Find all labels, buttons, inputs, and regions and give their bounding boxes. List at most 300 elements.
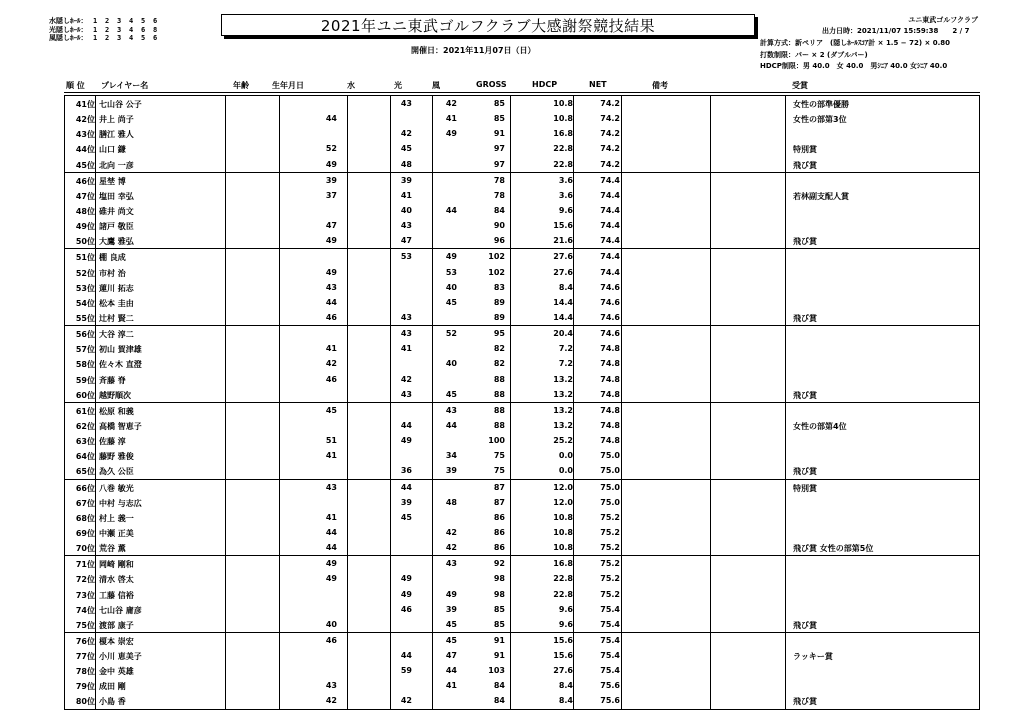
kaze-score-cell: 42: [445, 543, 457, 553]
hikari-score-cell: 39: [400, 175, 412, 185]
hidden-hole-number: 2: [105, 34, 110, 42]
table-row: [65, 111, 979, 126]
rank-cell: 43位: [75, 130, 95, 140]
table-row: [65, 556, 979, 571]
table-row: [65, 587, 979, 602]
net-cell: 75.2: [600, 527, 620, 537]
rank-cell: 61位: [75, 406, 95, 416]
mizu-score-cell: 49: [325, 236, 337, 246]
kaze-score-cell: 39: [445, 466, 457, 476]
kaze-score-cell: 49: [445, 252, 457, 262]
hikari-score-cell: 47: [400, 236, 412, 246]
hdcp-cell: 16.8: [553, 559, 573, 569]
mizu-score-cell: 43: [325, 681, 337, 691]
kaze-score-cell: 42: [445, 527, 457, 537]
player-name-cell: 中村 与志広: [99, 498, 142, 508]
rank-cell: 58位: [75, 360, 95, 370]
player-name-cell: 成田 剛: [99, 682, 126, 692]
rank-cell: 50位: [75, 237, 95, 247]
mizu-score-cell: 49: [325, 559, 337, 569]
table-row: [65, 341, 979, 356]
gross-cell: 96: [493, 236, 505, 246]
player-name-cell: 村上 義一: [99, 513, 134, 523]
hikari-score-cell: 45: [400, 512, 412, 522]
player-name-cell: 大谷 淳二: [99, 330, 134, 340]
mizu-score-cell: 44: [325, 543, 337, 553]
player-name-cell: 棚 良成: [99, 253, 126, 263]
net-cell: 74.8: [600, 405, 620, 415]
player-name-cell: 辻村 賢二: [99, 313, 134, 323]
mizu-score-cell: 41: [325, 451, 337, 461]
hidden-hole-number: 6: [141, 25, 146, 34]
header-birthdate: 生年月日: [272, 81, 304, 90]
rank-cell: 55位: [75, 313, 95, 323]
gross-cell: 95: [493, 329, 505, 339]
rank-cell: 54位: [75, 298, 95, 308]
mizu-score-cell: 51: [325, 436, 337, 446]
net-cell: 74.4: [600, 221, 620, 231]
kaze-score-cell: 41: [445, 681, 457, 691]
rank-cell: 60位: [75, 390, 95, 400]
mizu-score-cell: 42: [325, 696, 337, 706]
result-group: [64, 403, 980, 480]
table-row: [65, 157, 979, 172]
table-row: [65, 448, 979, 463]
player-name-cell: 塩田 幸弘: [99, 191, 134, 201]
header-age: 年齢: [233, 81, 249, 90]
net-cell: 74.6: [600, 282, 620, 292]
award-cell: 飛び賞: [793, 697, 817, 707]
mizu-score-cell: 44: [325, 527, 337, 537]
hidden-hole-number: 6: [153, 17, 158, 25]
award-cell: 飛び賞: [793, 237, 817, 247]
gross-cell: 91: [493, 635, 505, 645]
table-row: [65, 663, 979, 678]
net-cell: 75.2: [600, 559, 620, 569]
hikari-score-cell: 53: [400, 252, 412, 262]
kaze-score-cell: 48: [445, 497, 457, 507]
hidden-hole-number: 1: [93, 34, 98, 42]
rank-cell: 66位: [75, 483, 95, 493]
result-group: [64, 326, 980, 403]
award-cell: 女性の部第3位: [793, 115, 847, 125]
rank-cell: 49位: [75, 222, 95, 232]
table-row: [65, 280, 979, 295]
player-name-cell: 大鷹 雅弘: [99, 237, 134, 247]
rank-cell: 72位: [75, 575, 95, 585]
gross-cell: 82: [493, 344, 505, 354]
gross-cell: 87: [493, 497, 505, 507]
hidden-hole-number: 3: [117, 25, 122, 34]
net-cell: 74.2: [600, 144, 620, 154]
mizu-score-cell: 47: [325, 221, 337, 231]
hikari-score-cell: 43: [400, 329, 412, 339]
player-name-cell: 金中 英雄: [99, 667, 134, 677]
header-rank: 順 位: [66, 81, 85, 90]
player-name-cell: 八巻 敏光: [99, 483, 134, 493]
header-kaze: 風: [432, 81, 440, 90]
net-cell: 75.0: [600, 497, 620, 507]
award-cell: 飛び賞: [793, 390, 817, 400]
player-name-cell: 初山 賀津雄: [99, 345, 142, 355]
table-row: [65, 173, 979, 188]
table-row: [65, 218, 979, 233]
mizu-score-cell: 49: [325, 267, 337, 277]
hikari-score-cell: 43: [400, 389, 412, 399]
table-row: [65, 678, 979, 693]
net-cell: 74.4: [600, 236, 620, 246]
hdcp-cell: 22.8: [553, 589, 573, 599]
header-hdcp: HDCP: [532, 80, 558, 89]
hdcp-cell: 25.2: [553, 436, 573, 446]
gross-cell: 75: [493, 451, 505, 461]
hdcp-cell: 22.8: [553, 574, 573, 584]
award-cell: 特別賞: [793, 483, 817, 493]
rank-cell: 67位: [75, 498, 95, 508]
results-table: [64, 95, 980, 710]
table-row: [65, 648, 979, 663]
kaze-score-cell: 39: [445, 604, 457, 614]
hikari-score-cell: 42: [400, 129, 412, 139]
gross-cell: 97: [493, 159, 505, 169]
player-name-cell: 小島 香: [99, 697, 126, 707]
rank-cell: 76位: [75, 636, 95, 646]
header-remarks: 備考: [652, 81, 668, 90]
net-cell: 75.0: [600, 482, 620, 492]
kaze-score-cell: 45: [445, 297, 457, 307]
gross-cell: 91: [493, 129, 505, 139]
result-group: [64, 173, 980, 250]
mizu-score-cell: 45: [325, 405, 337, 415]
gross-cell: 85: [493, 604, 505, 614]
net-cell: 75.2: [600, 512, 620, 522]
kaze-score-cell: 41: [445, 114, 457, 124]
rank-cell: 77位: [75, 652, 95, 662]
rank-cell: 70位: [75, 544, 95, 554]
gross-cell: 84: [493, 696, 505, 706]
rank-cell: 63位: [75, 437, 95, 447]
rank-cell: 45位: [75, 160, 95, 170]
club-name: ユニ東武ゴルフクラブ: [908, 16, 978, 24]
kaze-score-cell: 42: [445, 99, 457, 108]
rank-cell: 42位: [75, 115, 95, 125]
player-name-cell: 北向 一彦: [99, 160, 134, 170]
hidden-hole-number: 3: [117, 17, 122, 25]
rank-cell: 68位: [75, 513, 95, 523]
net-cell: 75.4: [600, 604, 620, 614]
hdcp-cell: 9.6: [558, 619, 573, 629]
net-cell: 74.6: [600, 312, 620, 322]
table-row: [65, 372, 979, 387]
net-cell: 74.4: [600, 205, 620, 215]
hikari-score-cell: 44: [400, 651, 412, 661]
table-row: [65, 265, 979, 280]
hikari-score-cell: 42: [400, 374, 412, 384]
player-name-cell: 七山谷 公子: [99, 100, 142, 109]
player-name-cell: 佐々木 直澄: [99, 360, 142, 370]
gross-cell: 88: [493, 389, 505, 399]
net-cell: 74.2: [600, 159, 620, 169]
hidden-hole-number: 6: [153, 34, 158, 42]
rank-cell: 75位: [75, 620, 95, 630]
award-cell: 飛び賞 女性の部第5位: [793, 544, 874, 554]
kaze-score-cell: 40: [445, 359, 457, 369]
mizu-score-cell: 49: [325, 159, 337, 169]
hikari-score-cell: 49: [400, 436, 412, 446]
gross-cell: 98: [493, 574, 505, 584]
header-hikari: 光: [394, 81, 402, 90]
kaze-score-cell: 45: [445, 389, 457, 399]
table-row: [65, 495, 979, 510]
gross-cell: 86: [493, 527, 505, 537]
hdcp-cell: 21.6: [553, 236, 573, 246]
kaze-score-cell: 44: [445, 420, 457, 430]
gross-cell: 87: [493, 482, 505, 492]
rank-cell: 46位: [75, 176, 95, 186]
hdcp-cell: 10.8: [553, 527, 573, 537]
table-header: [0, 80, 1024, 92]
print-datetime: 出力日時：2021/11/07 15:59:38: [822, 27, 939, 35]
hikari-score-cell: 41: [400, 190, 412, 200]
net-cell: 74.8: [600, 420, 620, 430]
hdcp-cell: 10.8: [553, 99, 573, 108]
rank-cell: 79位: [75, 682, 95, 692]
rank-cell: 73位: [75, 590, 95, 600]
net-cell: 74.8: [600, 389, 620, 399]
table-row: [65, 310, 979, 325]
table-row: [65, 356, 979, 371]
hdcp-cell: 27.6: [553, 267, 573, 277]
table-row: [65, 126, 979, 141]
award-cell: 若林副支配人賞: [793, 191, 849, 201]
player-name-cell: 藤野 雅俊: [99, 452, 134, 462]
gross-cell: 102: [488, 252, 505, 262]
kaze-score-cell: 53: [445, 267, 457, 277]
award-cell: 飛び賞: [793, 620, 817, 630]
hidden-hole-number: 4: [129, 17, 134, 25]
player-name-cell: 佐藤 淳: [99, 437, 126, 447]
table-row: [65, 463, 979, 478]
hidden-hole-label: 光隠しﾎｰﾙ：: [49, 25, 88, 34]
table-row: [65, 571, 979, 586]
result-group: [64, 480, 980, 557]
player-name-cell: 山口 鎌: [99, 145, 126, 155]
gross-cell: 97: [493, 144, 505, 154]
player-name-cell: 越野順次: [99, 390, 131, 400]
rank-cell: 51位: [75, 253, 95, 263]
net-cell: 75.4: [600, 651, 620, 661]
mizu-score-cell: 42: [325, 359, 337, 369]
mizu-score-cell: 46: [325, 635, 337, 645]
hdcp-cell: 12.0: [553, 497, 573, 507]
header-net: NET: [589, 80, 607, 89]
hikari-score-cell: 43: [400, 221, 412, 231]
rank-cell: 44位: [75, 145, 95, 155]
gross-cell: 88: [493, 405, 505, 415]
hidden-hole-settings: [49, 17, 165, 43]
hikari-score-cell: 41: [400, 344, 412, 354]
table-row: [65, 141, 979, 156]
player-name-cell: 工藤 信裕: [99, 590, 134, 600]
header-award: 受賞: [792, 81, 808, 90]
open-date: 開催日：2021年11月07日（日）: [411, 46, 536, 55]
mizu-score-cell: 46: [325, 374, 337, 384]
mizu-score-cell: 52: [325, 144, 337, 154]
hdcp-cell: 8.4: [558, 681, 573, 691]
gross-cell: 78: [493, 175, 505, 185]
gross-cell: 92: [493, 559, 505, 569]
gross-cell: 85: [493, 619, 505, 629]
rank-cell: 59位: [75, 375, 95, 385]
page-title: [221, 14, 755, 36]
mizu-score-cell: 41: [325, 344, 337, 354]
rank-cell: 48位: [75, 206, 95, 216]
net-cell: 74.8: [600, 359, 620, 369]
mizu-score-cell: 46: [325, 312, 337, 322]
kaze-score-cell: 47: [445, 651, 457, 661]
gross-cell: 91: [493, 651, 505, 661]
award-cell: 飛び賞: [793, 467, 817, 477]
gross-cell: 86: [493, 543, 505, 553]
mizu-score-cell: 49: [325, 574, 337, 584]
hdcp-cell: 15.6: [553, 651, 573, 661]
gross-cell: 89: [493, 312, 505, 322]
rank-cell: 78位: [75, 667, 95, 677]
net-cell: 74.2: [600, 99, 620, 108]
hdcp-cell: 13.2: [553, 405, 573, 415]
net-cell: 74.6: [600, 329, 620, 339]
table-row: [65, 510, 979, 525]
hikari-score-cell: 39: [400, 497, 412, 507]
award-cell: 飛び賞: [793, 160, 817, 170]
player-name-cell: 諸戸 敬臣: [99, 222, 134, 232]
stroke-limit: 打数制限：パー × 2 (ダブルパー): [760, 50, 868, 59]
hdcp-cell: 20.4: [553, 329, 573, 339]
hikari-score-cell: 48: [400, 159, 412, 169]
net-cell: 75.2: [600, 543, 620, 553]
player-name-cell: 井上 尚子: [99, 115, 134, 125]
award-cell: 女性の部第4位: [793, 421, 847, 431]
gross-cell: 86: [493, 512, 505, 522]
player-name-cell: 星埜 博: [99, 176, 126, 186]
rank-cell: 64位: [75, 452, 95, 462]
hdcp-cell: 8.4: [558, 282, 573, 292]
table-row: [65, 203, 979, 218]
result-group: [64, 249, 980, 326]
print-info: [822, 26, 970, 36]
player-name-cell: 七山谷 庸彦: [99, 605, 142, 615]
hdcp-cell: 8.4: [558, 696, 573, 706]
table-row: [65, 525, 979, 540]
award-cell: 女性の部準優勝: [793, 100, 849, 109]
hdcp-limit: HDCP制限：男 40.0 女 40.0 男ｼﾆｱ 40.0 女ｼﾆｱ 40.0: [760, 62, 948, 70]
net-cell: 74.6: [600, 297, 620, 307]
hidden-hole-line: [49, 26, 165, 35]
table-row: [65, 617, 979, 632]
hidden-hole-line: [49, 17, 165, 26]
kaze-score-cell: 49: [445, 589, 457, 599]
award-cell: 特別賞: [793, 145, 817, 155]
hidden-hole-number: 4: [129, 25, 134, 34]
hidden-hole-number: 4: [129, 34, 134, 42]
net-cell: 75.6: [600, 681, 620, 691]
hidden-hole-label: 水隠しﾎｰﾙ：: [49, 17, 88, 25]
page-number: 2 / 7: [952, 27, 970, 35]
kaze-score-cell: 44: [445, 666, 457, 676]
player-name-cell: 為久 公臣: [99, 467, 134, 477]
rank-cell: 41位: [75, 100, 95, 109]
player-name-cell: 中瀬 正美: [99, 528, 134, 538]
mizu-score-cell: 43: [325, 282, 337, 292]
net-cell: 74.2: [600, 129, 620, 139]
hdcp-cell: 14.4: [553, 297, 573, 307]
mizu-score-cell: 40: [325, 619, 337, 629]
header-divider: [64, 92, 980, 93]
player-name-cell: 岡崎 剛和: [99, 560, 134, 570]
table-row: [65, 295, 979, 310]
table-row: [65, 633, 979, 648]
net-cell: 75.4: [600, 619, 620, 629]
mizu-score-cell: 44: [325, 114, 337, 124]
net-cell: 75.6: [600, 696, 620, 706]
gross-cell: 83: [493, 282, 505, 292]
hdcp-cell: 0.0: [558, 451, 573, 461]
hdcp-cell: 14.4: [553, 312, 573, 322]
hdcp-cell: 13.2: [553, 374, 573, 384]
rank-cell: 47位: [75, 191, 95, 201]
hdcp-cell: 15.6: [553, 221, 573, 231]
gross-cell: 90: [493, 221, 505, 231]
net-cell: 75.4: [600, 666, 620, 676]
hikari-score-cell: 36: [400, 466, 412, 476]
kaze-score-cell: 52: [445, 329, 457, 339]
net-cell: 74.8: [600, 436, 620, 446]
table-row: [65, 326, 979, 341]
rank-cell: 62位: [75, 421, 95, 431]
rank-cell: 57位: [75, 345, 95, 355]
table-row: [65, 387, 979, 402]
hikari-score-cell: 46: [400, 604, 412, 614]
rank-cell: 52位: [75, 268, 95, 278]
hidden-hole-number: 5: [141, 34, 146, 42]
player-name-cell: 高橋 智恵子: [99, 421, 142, 431]
gross-cell: 75: [493, 466, 505, 476]
gross-cell: 88: [493, 420, 505, 430]
kaze-score-cell: 34: [445, 451, 457, 461]
net-cell: 75.0: [600, 451, 620, 461]
table-row: [65, 188, 979, 203]
gross-cell: 88: [493, 374, 505, 384]
table-row: [65, 540, 979, 555]
hikari-score-cell: 42: [400, 696, 412, 706]
rules-block: [760, 38, 950, 73]
page-title-text: 2021年ユニ東武ゴルフクラブ大感謝祭競技結果: [320, 16, 656, 35]
hdcp-cell: 7.2: [558, 344, 573, 354]
hdcp-cell: 3.6: [558, 190, 573, 200]
gross-cell: 82: [493, 359, 505, 369]
hdcp-cell: 22.8: [553, 144, 573, 154]
gross-cell: 103: [488, 666, 505, 676]
table-row: [65, 433, 979, 448]
rank-cell: 56位: [75, 330, 95, 340]
hdcp-cell: 0.0: [558, 466, 573, 476]
net-cell: 75.4: [600, 635, 620, 645]
net-cell: 74.2: [600, 114, 620, 124]
table-row: [65, 233, 979, 248]
hdcp-cell: 7.2: [558, 359, 573, 369]
rank-cell: 65位: [75, 467, 95, 477]
hidden-hole-number: 8: [153, 25, 158, 34]
